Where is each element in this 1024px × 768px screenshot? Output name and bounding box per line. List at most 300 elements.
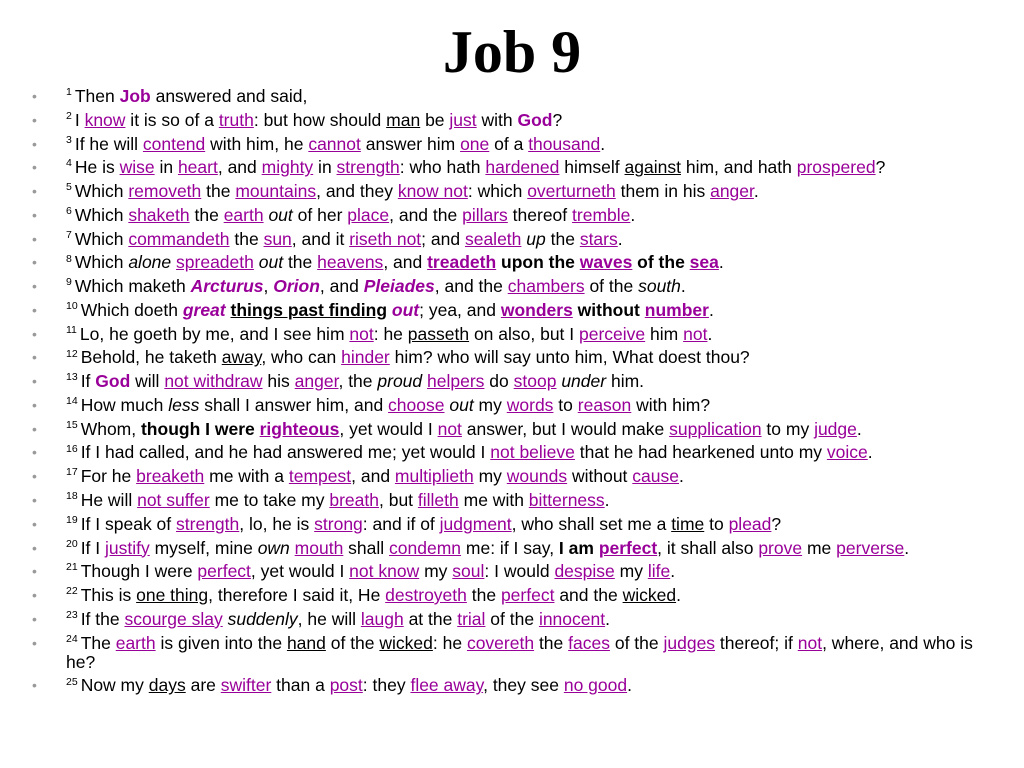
- word-link[interactable]: tempest: [288, 466, 352, 487]
- verse-text: and the: [554, 585, 623, 606]
- verse-text: answer, but I would make: [461, 418, 670, 439]
- bullet-icon: •: [32, 301, 37, 318]
- verse-text: own: [257, 537, 290, 558]
- verse-item: [32, 539, 1000, 558]
- verse-text: me with a: [204, 466, 289, 487]
- word-link[interactable]: bitterness: [528, 490, 605, 511]
- word-link[interactable]: voice: [826, 442, 868, 463]
- verse-number: 20: [66, 537, 78, 550]
- verse-text: the: [229, 228, 264, 249]
- verse-number: 2: [66, 109, 72, 122]
- verse-number: 24: [66, 632, 78, 645]
- bullet-icon: •: [32, 515, 37, 532]
- bullet-icon: •: [32, 325, 37, 342]
- bullet-icon: •: [32, 206, 37, 223]
- verse-text: , who can: [261, 347, 342, 368]
- verse-text: answer him: [360, 133, 461, 154]
- verse-text: my: [614, 561, 648, 582]
- verse-text: that he had hearkened unto my: [574, 442, 827, 463]
- word-link[interactable]: condemn: [389, 537, 462, 558]
- verse-text: myself, mine: [149, 537, 258, 558]
- verse-text: , and: [319, 276, 364, 297]
- verse-text: under: [561, 371, 607, 392]
- word-link[interactable]: sun: [263, 228, 292, 249]
- verse-number: 22: [66, 585, 78, 598]
- word-link[interactable]: plead: [728, 513, 772, 534]
- bullet-icon: •: [32, 610, 37, 627]
- word-link[interactable]: wonders: [500, 299, 573, 320]
- verse-text: .: [904, 537, 910, 558]
- verse-text: time: [671, 513, 705, 534]
- bullet-icon: •: [32, 444, 37, 461]
- verse-text: alone: [128, 252, 172, 273]
- verse-text: will: [130, 371, 165, 392]
- verse-text: the: [545, 228, 580, 249]
- verse-text: Whom,: [80, 418, 141, 439]
- verse-text: me: if I say,: [461, 537, 559, 558]
- word-link[interactable]: perfect: [500, 585, 555, 606]
- verse-text: great: [182, 299, 226, 320]
- word-link[interactable]: stars: [579, 228, 618, 249]
- verse-text: me with: [458, 490, 529, 511]
- word-link[interactable]: shaketh: [128, 204, 190, 225]
- verse-text: shall I answer him, and: [199, 394, 389, 415]
- verse-text: .: [707, 323, 713, 344]
- word-link[interactable]: not suffer: [137, 490, 210, 511]
- bullet-icon: •: [32, 230, 37, 247]
- word-link[interactable]: spreadeth: [176, 252, 254, 273]
- verse-item: [32, 230, 1000, 249]
- verse-list: [32, 87, 1000, 700]
- word-link[interactable]: covereth: [466, 632, 535, 653]
- verse-text: Arcturus: [190, 276, 264, 297]
- verse-item: [32, 253, 1000, 272]
- verse-text: man: [386, 109, 421, 130]
- verse-number: 10: [66, 300, 78, 313]
- verse-item: [32, 206, 1000, 225]
- word-link[interactable]: choose: [388, 394, 445, 415]
- word-link[interactable]: flee away: [410, 675, 484, 696]
- verse-item: [32, 396, 1000, 415]
- verse-text: , it shall also: [657, 537, 759, 558]
- verse-text: of the: [485, 608, 539, 629]
- verse-text: Which doeth: [80, 299, 183, 320]
- word-link[interactable]: tremble: [572, 204, 631, 225]
- word-link[interactable]: commandeth: [128, 228, 230, 249]
- verse-text: , and they: [316, 181, 398, 202]
- word-link[interactable]: not: [349, 323, 374, 344]
- verse-item: [32, 372, 1000, 391]
- bullet-icon: •: [32, 539, 37, 556]
- verse-text: Though I were: [80, 561, 198, 582]
- word-link[interactable]: place: [347, 204, 390, 225]
- verse-text: of a: [489, 133, 529, 154]
- verse-text: one thing: [136, 585, 209, 606]
- word-link[interactable]: helpers: [427, 371, 485, 392]
- verse-text: : which: [467, 181, 528, 202]
- verse-text: proud: [377, 371, 423, 392]
- verse-text: in: [313, 157, 337, 178]
- verse-item: [32, 301, 1000, 320]
- verse-text: I: [74, 109, 85, 130]
- word-link[interactable]: filleth: [417, 490, 459, 511]
- verse-text: Job: [119, 86, 151, 106]
- verse-text: the: [189, 204, 224, 225]
- verse-number: 19: [66, 513, 78, 526]
- verse-text: thereof: [507, 204, 573, 225]
- verse-text: out: [258, 252, 284, 273]
- verse-text: suddenly: [227, 608, 298, 629]
- verse-text: south: [638, 276, 681, 297]
- verse-text: How much: [80, 394, 169, 415]
- verse-text: Now my: [80, 675, 149, 696]
- word-link[interactable]: no good: [563, 675, 628, 696]
- verse-number: 7: [66, 228, 72, 241]
- verse-text: He will: [80, 490, 138, 511]
- verse-text: If: [80, 371, 96, 392]
- word-link[interactable]: know not: [397, 181, 468, 202]
- bullet-icon: •: [32, 468, 37, 485]
- verse-text: Which: [74, 228, 129, 249]
- verse-number: 1: [66, 86, 72, 99]
- bullet-icon: •: [32, 587, 37, 604]
- word-link[interactable]: treadeth: [427, 252, 497, 273]
- verse-text: Which: [74, 181, 129, 202]
- word-link[interactable]: swifter: [220, 675, 272, 696]
- verse-text: wicked: [622, 585, 677, 606]
- verse-text: himself: [559, 157, 625, 178]
- verse-item: [32, 610, 1000, 629]
- verse-text: passeth: [407, 323, 470, 344]
- verse-text: , where, and who is he?: [66, 632, 973, 672]
- verse-text: If he will: [74, 133, 143, 154]
- verse-text: ; yea, and: [419, 299, 501, 320]
- verse-item: [32, 491, 1000, 510]
- verse-text: them in his: [615, 181, 711, 202]
- verse-text: hand: [286, 632, 326, 653]
- verse-text: it is so of a: [125, 109, 219, 130]
- verse-text: though I were: [140, 418, 260, 439]
- verse-text: Pleiades: [363, 276, 435, 297]
- verse-text: things past finding: [230, 299, 388, 320]
- verse-number: 9: [66, 276, 72, 289]
- verse-number: 17: [66, 466, 78, 479]
- verse-text: If I: [80, 537, 105, 558]
- verse-text: , yet would I: [250, 561, 350, 582]
- verse-text: of the: [609, 632, 664, 653]
- verse-text: , and it: [291, 228, 350, 249]
- word-link[interactable]: words: [506, 394, 554, 415]
- verse-text: to: [704, 513, 729, 534]
- word-link[interactable]: earth: [223, 204, 264, 225]
- word-link[interactable]: hinder: [341, 347, 390, 368]
- word-link[interactable]: hardened: [485, 157, 560, 178]
- verse-item: [32, 277, 1000, 296]
- word-link[interactable]: laugh: [360, 608, 404, 629]
- word-link[interactable]: anger: [294, 371, 339, 392]
- verse-text: do: [484, 371, 514, 392]
- verse-text: : but how should: [253, 109, 387, 130]
- bullet-icon: •: [32, 373, 37, 390]
- verse-text: For he: [80, 466, 137, 487]
- word-link[interactable]: strong: [314, 513, 363, 534]
- verse-text: in: [154, 157, 178, 178]
- word-link[interactable]: truth: [218, 109, 254, 130]
- word-link[interactable]: one: [460, 133, 490, 154]
- word-link[interactable]: righteous: [259, 418, 340, 439]
- word-link[interactable]: earth: [115, 632, 156, 653]
- verse-text: .: [605, 608, 610, 629]
- verse-text: , and: [351, 466, 395, 487]
- bullet-icon: •: [32, 183, 37, 200]
- word-link[interactable]: reason: [577, 394, 632, 415]
- verse-text: God: [95, 371, 131, 392]
- verse-text: : they: [362, 675, 411, 696]
- verse-text: me to take my: [209, 490, 330, 511]
- word-link[interactable]: not withdraw: [164, 371, 263, 392]
- verse-text: without: [572, 299, 645, 320]
- verse-number: 6: [66, 205, 72, 217]
- verse-text: upon the: [496, 252, 580, 273]
- verse-text: up: [526, 228, 546, 249]
- verse-text: This is: [80, 585, 137, 606]
- word-link[interactable]: breaketh: [136, 466, 205, 487]
- verse-text: : who hath: [399, 157, 486, 178]
- verse-text: , and the: [389, 204, 463, 225]
- verse-text: with: [476, 109, 518, 130]
- verse-text: : and if of: [362, 513, 440, 534]
- word-link[interactable]: perverse: [836, 537, 905, 558]
- word-link[interactable]: number: [644, 299, 709, 320]
- verse-number: 21: [66, 561, 78, 574]
- verse-text: out: [449, 394, 474, 415]
- verse-text: the: [534, 632, 569, 653]
- verse-text: Behold, he taketh: [80, 347, 222, 368]
- verse-text: , and: [217, 157, 262, 178]
- verse-text: : he: [432, 632, 467, 653]
- verse-item: [32, 420, 1000, 439]
- word-link[interactable]: judgment: [439, 513, 512, 534]
- word-link[interactable]: heart: [177, 157, 218, 178]
- word-link[interactable]: strength: [176, 513, 240, 534]
- bullet-icon: •: [32, 278, 37, 295]
- verse-item: [32, 348, 1000, 367]
- word-link[interactable]: just: [449, 109, 477, 130]
- verse-text: ,: [263, 276, 274, 297]
- verse-text: my: [473, 394, 507, 415]
- verse-text: my: [419, 561, 453, 582]
- word-link[interactable]: judge: [814, 418, 857, 439]
- word-link[interactable]: not believe: [490, 442, 575, 463]
- verse-item: [32, 87, 1000, 106]
- verse-text: the: [201, 181, 236, 202]
- word-link[interactable]: trial: [457, 608, 486, 629]
- word-link[interactable]: soul: [452, 561, 485, 582]
- verse-text: .: [627, 675, 632, 696]
- verse-text: If I speak of: [80, 513, 177, 534]
- verse-text: of her: [292, 204, 348, 225]
- bullet-icon: •: [32, 88, 37, 104]
- word-link[interactable]: strength: [336, 157, 400, 178]
- word-link[interactable]: perfect: [598, 537, 658, 558]
- verse-text: of the: [632, 252, 690, 273]
- verse-text: Which maketh: [74, 276, 191, 297]
- word-link[interactable]: wounds: [506, 466, 568, 487]
- verse-text: , lo, he is: [239, 513, 315, 534]
- verse-text: days: [148, 675, 186, 696]
- word-link[interactable]: breath: [329, 490, 379, 511]
- verse-text: .: [630, 204, 636, 225]
- word-link[interactable]: cannot: [308, 133, 361, 154]
- verse-text: .: [718, 252, 724, 273]
- word-link[interactable]: not know: [349, 561, 420, 582]
- word-link[interactable]: know: [84, 109, 126, 130]
- verse-text: without: [567, 466, 633, 487]
- word-link[interactable]: not: [797, 632, 823, 653]
- verse-text: him: [645, 323, 684, 344]
- verse-text: out: [391, 299, 420, 320]
- verse-text: ; and: [421, 228, 465, 249]
- word-link[interactable]: thousand: [528, 133, 601, 154]
- verse-text: .: [867, 442, 873, 463]
- verse-text: ?: [875, 157, 886, 178]
- word-link[interactable]: contend: [142, 133, 206, 154]
- verse-number: 4: [66, 157, 72, 170]
- verse-text: .: [680, 276, 686, 297]
- verse-number: 18: [66, 490, 78, 503]
- verse-text: be: [420, 109, 450, 130]
- verse-item: [32, 111, 1000, 130]
- word-link[interactable]: supplication: [669, 418, 762, 439]
- verse-text: , who shall set me a: [511, 513, 672, 534]
- word-link[interactable]: cause: [632, 466, 679, 487]
- verse-text: ?: [552, 109, 563, 130]
- verse-text: The: [80, 632, 116, 653]
- verse-item: [32, 325, 1000, 344]
- verse-text: , and the: [434, 276, 508, 297]
- verse-item: [32, 135, 1000, 154]
- verse-text: , yet would I: [339, 418, 438, 439]
- word-link[interactable]: not: [437, 418, 462, 439]
- verse-text: , but: [378, 490, 418, 511]
- word-link[interactable]: destroyeth: [385, 585, 467, 606]
- page-title: Job 9: [442, 19, 582, 85]
- verse-text: than a: [271, 675, 330, 696]
- word-link[interactable]: overturneth: [527, 181, 616, 202]
- verse-number: 5: [66, 181, 72, 194]
- verse-text: , therefore I said it, He: [208, 585, 386, 606]
- word-link[interactable]: justify: [105, 537, 150, 558]
- word-link[interactable]: waves: [579, 252, 633, 273]
- word-link[interactable]: sea: [689, 252, 719, 273]
- verse-text: .: [753, 181, 759, 202]
- verse-text: with him?: [631, 394, 711, 415]
- word-link[interactable]: mighty: [261, 157, 314, 178]
- word-link[interactable]: multiplieth: [394, 466, 474, 487]
- verse-text: : I would: [484, 561, 555, 582]
- word-link[interactable]: perfect: [197, 561, 251, 582]
- verse-text: less: [168, 394, 200, 415]
- verse-text: .: [676, 585, 681, 606]
- verse-text: answered and said,: [150, 86, 308, 106]
- verse-text: : he: [373, 323, 408, 344]
- word-link[interactable]: pillars: [462, 204, 508, 225]
- verse-text: .: [670, 561, 676, 582]
- verse-text: .: [617, 228, 623, 249]
- word-link[interactable]: mountains: [235, 181, 317, 202]
- bullet-icon: •: [32, 135, 37, 152]
- word-link[interactable]: prove: [758, 537, 803, 558]
- verse-text: Which: [74, 252, 129, 273]
- verse-text: ?: [771, 513, 782, 534]
- verse-text: , he will: [297, 608, 361, 629]
- verse-text: are: [185, 675, 221, 696]
- bullet-icon: •: [32, 492, 37, 509]
- verse-text: the: [466, 585, 501, 606]
- verse-text: to my: [761, 418, 815, 439]
- word-link[interactable]: stoop: [513, 371, 557, 392]
- word-link[interactable]: prospered: [796, 157, 876, 178]
- word-link[interactable]: riseth not: [349, 228, 422, 249]
- verse-text: him, and hath: [680, 157, 797, 178]
- verse-text: of the: [584, 276, 639, 297]
- bullet-icon: •: [32, 420, 37, 437]
- word-link[interactable]: post: [329, 675, 363, 696]
- verse-number: 25: [66, 675, 78, 688]
- verse-text: Then: [74, 86, 120, 106]
- word-link[interactable]: innocent: [538, 608, 606, 629]
- verse-text: the: [283, 252, 318, 273]
- verse-text: .: [604, 490, 610, 511]
- verse-text: thereof; if: [715, 632, 798, 653]
- verse-number: 13: [66, 371, 78, 384]
- verse-number: 23: [66, 609, 78, 622]
- word-link[interactable]: chambers: [507, 276, 585, 297]
- word-link[interactable]: wise: [119, 157, 155, 178]
- word-link[interactable]: despise: [554, 561, 615, 582]
- bullet-icon: •: [32, 396, 37, 413]
- bullet-icon: •: [32, 563, 37, 580]
- verse-text: , they see: [483, 675, 564, 696]
- verse-item: [32, 562, 1000, 581]
- verse-item: [32, 443, 1000, 462]
- word-link[interactable]: removeth: [128, 181, 202, 202]
- word-link[interactable]: sealeth: [464, 228, 522, 249]
- verse-number: 3: [66, 133, 72, 146]
- verse-number: 16: [66, 442, 78, 455]
- word-link[interactable]: mouth: [294, 537, 344, 558]
- verse-text: .: [708, 299, 714, 320]
- word-link[interactable]: not: [683, 323, 708, 344]
- word-link[interactable]: perceive: [579, 323, 646, 344]
- verse-text: me: [802, 537, 837, 558]
- verse-text: on also, but I: [469, 323, 580, 344]
- word-link[interactable]: faces: [568, 632, 610, 653]
- verse-text: shall: [343, 537, 390, 558]
- word-link[interactable]: judges: [663, 632, 716, 653]
- verse-text: with him, he: [205, 133, 309, 154]
- verse-text: him? who will say unto him, What doest thou?: [389, 347, 750, 368]
- verse-text: If I had called, and he had answered me; yet would I: [80, 442, 491, 463]
- word-link[interactable]: anger: [710, 181, 754, 202]
- verse-text: him.: [606, 371, 645, 392]
- word-link[interactable]: life: [647, 561, 671, 582]
- word-link[interactable]: scourge slay: [124, 608, 223, 629]
- verse-text: Which: [74, 204, 129, 225]
- verse-text: .: [600, 133, 606, 154]
- word-link[interactable]: heavens: [317, 252, 384, 273]
- verse-number: 12: [66, 347, 78, 360]
